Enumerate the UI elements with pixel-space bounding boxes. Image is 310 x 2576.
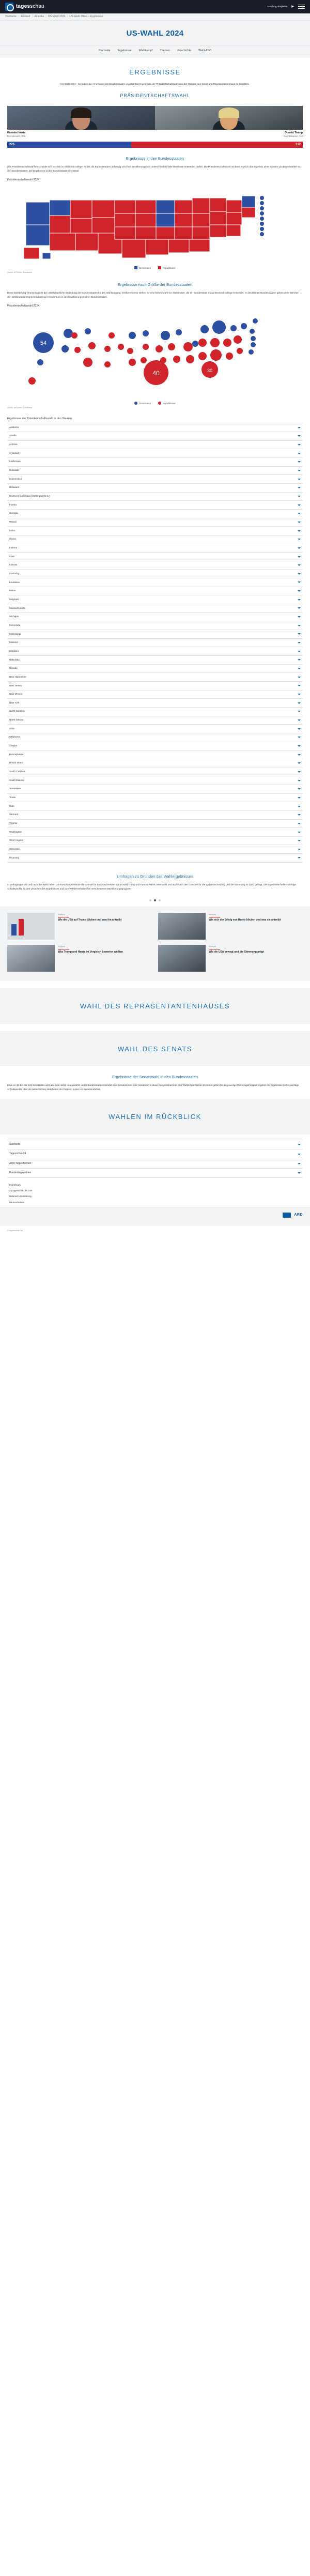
survey-title: Umfragen zu Gründen des Wahlergebnisses xyxy=(117,873,193,879)
state-row[interactable] xyxy=(7,639,303,648)
brand[interactable] xyxy=(5,3,44,11)
bubble-map-svg xyxy=(7,313,303,400)
map2-label: Präsidentschaftswahl 2024 xyxy=(7,304,39,308)
subnav-item-2[interactable]: Wahlkampf xyxy=(138,49,153,52)
footer-link[interactable]: Datenschutzerklärung xyxy=(9,1195,32,1198)
state-row[interactable] xyxy=(7,673,303,682)
state-row[interactable] xyxy=(7,595,303,604)
state-row[interactable] xyxy=(7,708,303,716)
state-label: New Jersey xyxy=(9,684,22,687)
candidate-trump xyxy=(155,106,303,139)
state-label: Wisconsin xyxy=(9,847,20,850)
state-row[interactable] xyxy=(7,510,303,518)
chevron-down-icon[interactable] xyxy=(298,814,301,816)
state-row[interactable] xyxy=(7,828,303,837)
state-label: Kentucky xyxy=(9,572,19,575)
teaser-card[interactable] xyxy=(7,913,152,940)
state-row[interactable] xyxy=(7,811,303,820)
chevron-down-icon[interactable] xyxy=(298,599,301,601)
teaser-card[interactable] xyxy=(7,945,152,972)
state-row[interactable] xyxy=(7,837,303,846)
state-label: Oklahoma xyxy=(9,735,20,739)
state-row[interactable] xyxy=(7,733,303,742)
teaser-meta: tagesschau xyxy=(58,947,70,950)
hamburger-icon[interactable] xyxy=(298,5,305,9)
teaser-card[interactable] xyxy=(158,913,303,940)
state-row[interactable] xyxy=(7,820,303,829)
state-label: Missouri xyxy=(9,641,19,644)
state-row[interactable] xyxy=(7,441,303,450)
breadcrumb-item-3[interactable]: US-Wahl 2024 xyxy=(48,14,66,18)
legend-rep: Republikaner xyxy=(158,266,176,270)
legend-rep-bubble: Republikaner xyxy=(158,402,176,405)
state-row[interactable] xyxy=(7,535,303,544)
rueckblick-label: Startseite xyxy=(9,1143,21,1146)
chevron-down-icon[interactable] xyxy=(298,625,301,626)
state-label: Pennsylvania xyxy=(9,753,24,756)
state-label: North Carolina xyxy=(9,710,25,713)
senate-states-body: Etwa ein Drittel der 100 Senatssitze wird alle zwei Jahre neu gewählt. Jeder Bundesstaat entsendet zwei Senatorinnen oder Senatoren in diese Kongresskammer. Die Wahlmöglichkeiten im Senat gelten für die jeweilige Parteizugehörigkeit ergänzt die Ergebnisse helfen wichtige Anhaltspunkte über die tatsächlichen Mehrheiten der Parteien in der US-Senatsmehrheit. xyxy=(7,1084,299,1091)
state-label: Idaho xyxy=(9,529,16,532)
state-row[interactable] xyxy=(7,647,303,656)
rueckblick-row[interactable] xyxy=(7,1169,303,1178)
state-row[interactable] xyxy=(7,578,303,587)
photo-thumb xyxy=(158,913,206,940)
chevron-down-icon[interactable] xyxy=(298,590,301,592)
chevron-down-icon[interactable] xyxy=(298,754,301,756)
state-label: Alaska xyxy=(9,434,17,437)
svg-text:40: 40 xyxy=(152,369,160,377)
chevron-down-icon[interactable] xyxy=(298,745,301,747)
teaser-title[interactable]: Wie sich der Erfolg von Harris blicken und was sie antreibt xyxy=(209,918,281,922)
state-label: Arkansas xyxy=(9,451,20,454)
rueckblick-label: Tagesschau24 xyxy=(9,1152,26,1156)
chevron-down-icon[interactable] xyxy=(298,513,301,514)
state-row[interactable] xyxy=(7,604,303,613)
state-row[interactable] xyxy=(7,802,303,811)
chevron-down-icon[interactable] xyxy=(298,806,301,807)
chevron-down-icon[interactable] xyxy=(298,496,301,497)
top-bar xyxy=(0,0,310,13)
states-accordion-title: Ergebnisse der Präsidentschaftswahl in den Staaten xyxy=(7,417,72,420)
state-row[interactable] xyxy=(7,432,303,441)
chevron-down-icon[interactable] xyxy=(298,616,301,618)
results-section-title: ERGEBNISSE xyxy=(129,68,181,76)
electoral-map-svg xyxy=(7,187,303,264)
dem-electoral-votes: 226 xyxy=(9,143,15,146)
map1-caption: Quelle: AP/Stand: Landkarte xyxy=(7,271,32,273)
subnav-item-3[interactable]: Themen xyxy=(160,49,171,52)
chevron-down-icon[interactable] xyxy=(298,581,301,583)
candidate-name: Kamala Harris xyxy=(7,131,25,134)
state-row[interactable] xyxy=(7,854,303,863)
state-row[interactable] xyxy=(7,845,303,854)
chevron-down-icon[interactable] xyxy=(298,849,301,850)
rueckblick-label: ARD-Tagesthemen xyxy=(9,1161,32,1165)
teaser-title[interactable]: Wie die USA bewegt und die Stimmung prägt xyxy=(209,950,264,954)
slider-dot-2[interactable] xyxy=(159,899,161,901)
state-label: Florida xyxy=(9,503,17,506)
chevron-down-icon[interactable] xyxy=(298,685,301,686)
state-label: Montana xyxy=(9,649,19,652)
subnav-item-4[interactable]: Geschichte xyxy=(177,49,192,52)
state-label: Texas xyxy=(9,796,16,799)
state-row[interactable] xyxy=(7,553,303,561)
chevron-down-icon[interactable] xyxy=(298,530,301,532)
state-row[interactable] xyxy=(7,794,303,803)
teaser-kicker: Analyse xyxy=(209,944,216,947)
state-label: Washington xyxy=(9,830,22,833)
rueckblick-row[interactable] xyxy=(7,1140,303,1149)
state-label: West Virginia xyxy=(9,839,23,842)
state-row[interactable] xyxy=(7,527,303,535)
state-label: Illinois xyxy=(9,538,16,541)
chevron-down-icon[interactable] xyxy=(298,435,301,437)
teaser-kicker: Analyse xyxy=(58,912,66,915)
page-title: US-WAHL 2024 xyxy=(126,29,184,38)
survey-body: In Befragungen vor und nach der Wahl haben US-Forschungsinstitute die Gründe für das Abschneiden von Donald Trump und Kamala Harris untersucht und auch nach den Gründen für die Wahlentscheidung und die Stimmung im Land gefragt. Die Ergebnisse helfen wichtige Anhaltspunkte zu den Ursachen des Ergebnisses und zum Wählerverhalten bei verschiedenen Bevölkerungsgruppen. xyxy=(7,883,296,890)
state-label: Tennessee xyxy=(9,787,21,790)
state-row[interactable] xyxy=(7,750,303,759)
state-label: Georgia xyxy=(9,512,18,515)
results-intro: US-Wahl 2024 - So haben die Amerikaner US-Bundesstaaten gewählt: Die Ergebnisse der Präsidentschaftswahl und der Wahlen zum Senat und Repräsentantenhaus im Überblick. xyxy=(60,83,250,86)
state-label: Utah xyxy=(9,804,14,807)
state-label: Ohio xyxy=(9,727,14,730)
teaser-card[interactable] xyxy=(158,945,303,972)
chevron-down-icon[interactable] xyxy=(298,823,301,824)
slider-dot-1[interactable] xyxy=(154,899,156,901)
ard-logo-icon xyxy=(283,1213,291,1218)
state-row[interactable] xyxy=(7,759,303,768)
state-row[interactable] xyxy=(7,613,303,622)
candidate-party: Demokraten, 226 xyxy=(7,135,26,138)
state-label: Connecticut xyxy=(9,477,22,480)
breadcrumb-item-2[interactable]: Amerika xyxy=(34,14,44,18)
state-row[interactable] xyxy=(7,699,303,708)
state-row[interactable] xyxy=(7,561,303,570)
chevron-down-icon[interactable] xyxy=(298,461,301,463)
play-status-label[interactable]: Sendung abspielen xyxy=(267,5,288,8)
state-label: South Carolina xyxy=(9,770,25,773)
senate-section-title: WAHL DES SENATS xyxy=(0,1031,310,1067)
chevron-down-icon[interactable] xyxy=(298,1163,301,1164)
photo-thumb xyxy=(158,945,206,972)
state-row[interactable] xyxy=(7,630,303,639)
state-row[interactable] xyxy=(7,484,303,493)
chevron-down-icon[interactable] xyxy=(298,607,301,609)
chevron-down-icon[interactable] xyxy=(298,1144,301,1145)
chevron-down-icon[interactable] xyxy=(298,427,301,428)
teaser-meta: tagesschau xyxy=(209,915,221,918)
rueckblick-section-title: WAHLEN IM RÜCKBLICK xyxy=(0,1099,310,1134)
state-row[interactable] xyxy=(7,587,303,596)
presidential-title: PRÄSIDENTSCHAFTSWAHL xyxy=(120,93,190,99)
state-row[interactable] xyxy=(7,656,303,665)
teaser-title[interactable]: Wie die USA auf Trump blicken und was ihn antreibt xyxy=(58,918,122,922)
teaser-kicker: Analyse xyxy=(209,912,216,915)
states-results-body: Das Präsidentschaftswahl entscheidet sich letztlich im Electoral College. In das die Bundesstaaten abhängig von ihrer Bevölkerungszahl unterschiedlich viele Wahlleute entsenden dürfen. Die Präsidentschaftswahl ist damit letztlich das Ergebnis einer Summe von Einzelwahlen in den Bundesstaaten. Die Ergebnisse in den Bundesstaaten im Detail: xyxy=(7,165,300,173)
result-bar-labels xyxy=(7,142,303,148)
chevron-down-icon[interactable] xyxy=(298,788,301,790)
state-row[interactable] xyxy=(7,785,303,794)
size-results-body: Diese Darstellung veranschaulicht die unterschiedliche Bedeutung der Bundesstaaten für den Wahlausgang. Größere Kreise stehen für eine höhere Zahl von Wahlleuten, die ein Bundesstaat in das Electoral College entsendet. In den kleinen Bundesstaaten geben viele Stimmen den Wahlleuten entsprechend weniger Gewicht als in den bevölkerungsreichen Bundesstaaten. xyxy=(7,292,299,299)
rueckblick-label: Bundestagswahlen xyxy=(9,1171,32,1174)
rueckblick-row[interactable] xyxy=(7,1159,303,1169)
map1-label: Präsidentschaftswahl 2024 xyxy=(7,178,39,182)
map1-legend xyxy=(0,264,310,270)
states-results-heading: Ergebnisse in den Bundesstaaten xyxy=(126,156,184,161)
chevron-down-icon[interactable] xyxy=(298,668,301,669)
chevron-down-icon[interactable] xyxy=(298,659,301,661)
teaser-meta: tagesschau xyxy=(58,915,70,918)
state-label: Oregon xyxy=(9,744,18,747)
candidate-harris xyxy=(7,106,155,139)
state-row[interactable] xyxy=(7,665,303,673)
state-label: Maryland xyxy=(9,597,19,601)
chevron-down-icon[interactable] xyxy=(298,444,301,446)
chart-thumb-icon xyxy=(7,913,55,940)
state-label: Hawaii xyxy=(9,520,17,524)
top-bar-right xyxy=(267,5,305,9)
chevron-down-icon[interactable] xyxy=(298,702,301,704)
brand-name: tagesschau xyxy=(16,3,44,9)
slider-dot-0[interactable] xyxy=(149,899,151,901)
state-label: Iowa xyxy=(9,555,14,558)
state-row[interactable] xyxy=(7,493,303,501)
state-row[interactable] xyxy=(7,449,303,458)
state-label: Louisiana xyxy=(9,580,20,584)
state-label: North Dakota xyxy=(9,718,24,722)
state-label: Massachusetts xyxy=(9,606,25,609)
state-label: Nebraska xyxy=(9,658,20,661)
chevron-down-icon[interactable] xyxy=(298,470,301,471)
chevron-down-icon[interactable] xyxy=(298,642,301,643)
chevron-down-icon[interactable] xyxy=(298,677,301,678)
electoral-map-bubbles[interactable] xyxy=(7,313,303,400)
size-results-heading: Ergebnisse nach Größe der Bundesstaaten xyxy=(117,282,193,287)
chevron-down-icon[interactable] xyxy=(298,633,301,635)
state-label: New York xyxy=(9,701,20,704)
chevron-down-icon[interactable] xyxy=(298,840,301,841)
state-row[interactable] xyxy=(7,570,303,578)
state-label: Vermont xyxy=(9,813,19,816)
chevron-down-icon[interactable] xyxy=(298,651,301,652)
chevron-down-icon[interactable] xyxy=(298,737,301,738)
candidate-row xyxy=(0,104,310,139)
teaser-title[interactable]: Was Trump und Harris im Vergleich bewerten wollten xyxy=(58,950,123,954)
candidate-name: Donald Trump xyxy=(285,131,303,134)
chevron-down-icon[interactable] xyxy=(298,539,301,540)
result-bar-wrap xyxy=(0,142,310,148)
legend-dem-bubble: Demokraten xyxy=(134,402,151,405)
state-label: Colorado xyxy=(9,469,19,472)
breadcrumb-item-1[interactable]: Ausland xyxy=(20,14,30,18)
chevron-down-icon[interactable] xyxy=(298,573,301,575)
map2-caption: Quelle: AP/Stand: Landkarte xyxy=(7,407,32,409)
senate-states-heading: Ergebnisse der Senatswahl in den Bundesstaaten xyxy=(112,1075,198,1080)
chevron-down-icon[interactable] xyxy=(298,780,301,781)
photo-thumb xyxy=(7,945,55,972)
footer xyxy=(0,1207,310,1226)
state-label: Wyoming xyxy=(9,856,20,859)
chevron-down-icon[interactable] xyxy=(298,504,301,506)
footer-link[interactable]: Barrierefreiheit xyxy=(9,1201,24,1204)
play-icon[interactable]: ▶ xyxy=(291,5,294,8)
harris-portrait xyxy=(7,106,155,130)
subnav-item-5[interactable]: Wahl-ABC xyxy=(198,49,212,52)
state-label: Kansas xyxy=(9,563,18,566)
state-label: Nevada xyxy=(9,667,18,670)
state-label: Kalifornien xyxy=(9,460,21,463)
state-label: Michigan xyxy=(9,615,19,618)
chevron-down-icon[interactable] xyxy=(298,711,301,712)
chevron-down-icon[interactable] xyxy=(298,762,301,764)
chevron-down-icon[interactable] xyxy=(298,1172,301,1174)
subnav-item-0[interactable]: Startseite xyxy=(98,49,111,52)
state-label: Indiana xyxy=(9,546,18,549)
chevron-down-icon[interactable] xyxy=(298,564,301,566)
trump-portrait xyxy=(155,106,303,130)
electoral-map-choropleth[interactable] xyxy=(7,187,303,264)
chevron-down-icon[interactable] xyxy=(298,487,301,488)
footer-links xyxy=(0,1178,310,1207)
states-accordion xyxy=(7,423,303,862)
state-label: New Hampshire xyxy=(9,675,26,678)
state-row[interactable] xyxy=(7,423,303,432)
rueckblick-row[interactable] xyxy=(7,1149,303,1159)
state-label: Minnesota xyxy=(9,623,21,626)
subnav-item-1[interactable]: Ergebnisse xyxy=(117,49,132,52)
state-row[interactable] xyxy=(7,518,303,527)
page-title-wrap xyxy=(0,21,310,46)
state-row[interactable] xyxy=(7,716,303,725)
sub-navigation xyxy=(0,46,310,57)
footer-link[interactable]: Impressum xyxy=(9,1183,21,1186)
state-row[interactable] xyxy=(7,501,303,510)
footer-link[interactable]: Zu tagesschau.de.com xyxy=(9,1189,33,1192)
state-row[interactable] xyxy=(7,768,303,777)
legend-dem: Demokraten xyxy=(134,266,151,270)
teaser-meta: tagesschau xyxy=(209,947,221,950)
state-row[interactable] xyxy=(7,467,303,476)
state-row[interactable] xyxy=(7,682,303,691)
ard-label: ARD xyxy=(294,1213,303,1217)
chevron-down-icon[interactable] xyxy=(298,719,301,721)
chevron-down-icon[interactable] xyxy=(298,547,301,549)
state-label: Delaware xyxy=(9,486,20,489)
chevron-down-icon[interactable] xyxy=(298,832,301,833)
state-label: Mississippi xyxy=(9,632,21,635)
state-label: New Mexico xyxy=(9,693,23,696)
rep-electoral-votes: 312 xyxy=(295,143,301,146)
state-label: Rhode Island xyxy=(9,761,24,764)
state-row[interactable] xyxy=(7,725,303,733)
breadcrumb-item-0[interactable]: Startseite xyxy=(5,14,17,18)
copyright: © tagesschau.de xyxy=(7,1229,23,1232)
breadcrumb-item-4: US-Wahl 2024 – Ergebnisse xyxy=(69,14,103,18)
chevron-down-icon[interactable] xyxy=(298,556,301,558)
state-row[interactable] xyxy=(7,458,303,467)
breadcrumb: Startseite › Ausland › Amerika › US-Wahl 2024 › US-Wahl 2024 – Ergebnisse xyxy=(0,13,310,21)
chevron-down-icon[interactable] xyxy=(298,771,301,773)
state-label: District of Columbia (Washington D.C.) xyxy=(9,495,50,498)
rueckblick-list xyxy=(7,1140,303,1178)
chevron-down-icon[interactable] xyxy=(298,728,301,730)
chevron-down-icon[interactable] xyxy=(298,479,301,480)
teaser-kicker: Analyse xyxy=(58,944,66,947)
chevron-down-icon[interactable] xyxy=(298,1154,301,1155)
state-label: South Dakota xyxy=(9,778,24,781)
state-label: Maine xyxy=(9,589,16,592)
chevron-down-icon[interactable] xyxy=(298,453,301,454)
chevron-down-icon[interactable] xyxy=(298,797,301,799)
svg-text:54: 54 xyxy=(40,340,47,346)
teaser-grid xyxy=(0,907,310,981)
state-row[interactable] xyxy=(7,475,303,484)
svg-text:30: 30 xyxy=(207,367,213,373)
state-label: Virginia xyxy=(9,822,18,825)
state-row[interactable] xyxy=(7,742,303,751)
chevron-down-icon[interactable] xyxy=(298,857,301,858)
tagesschau-logo-icon xyxy=(5,3,13,11)
state-label: Arizona xyxy=(9,443,18,446)
state-row[interactable] xyxy=(7,691,303,699)
state-label: Alabama xyxy=(9,425,19,428)
state-row[interactable] xyxy=(7,544,303,553)
candidate-party: Republikaner, 312 xyxy=(283,135,303,138)
slider-dots[interactable] xyxy=(0,891,310,907)
page-root xyxy=(0,0,310,1241)
state-row[interactable] xyxy=(7,776,303,785)
map2-legend xyxy=(0,400,310,405)
chevron-down-icon[interactable] xyxy=(298,522,301,523)
chevron-down-icon[interactable] xyxy=(298,694,301,695)
house-section-title: WAHL DES REPRÄSENTANTENHAUSES xyxy=(0,988,310,1024)
state-row[interactable] xyxy=(7,621,303,630)
